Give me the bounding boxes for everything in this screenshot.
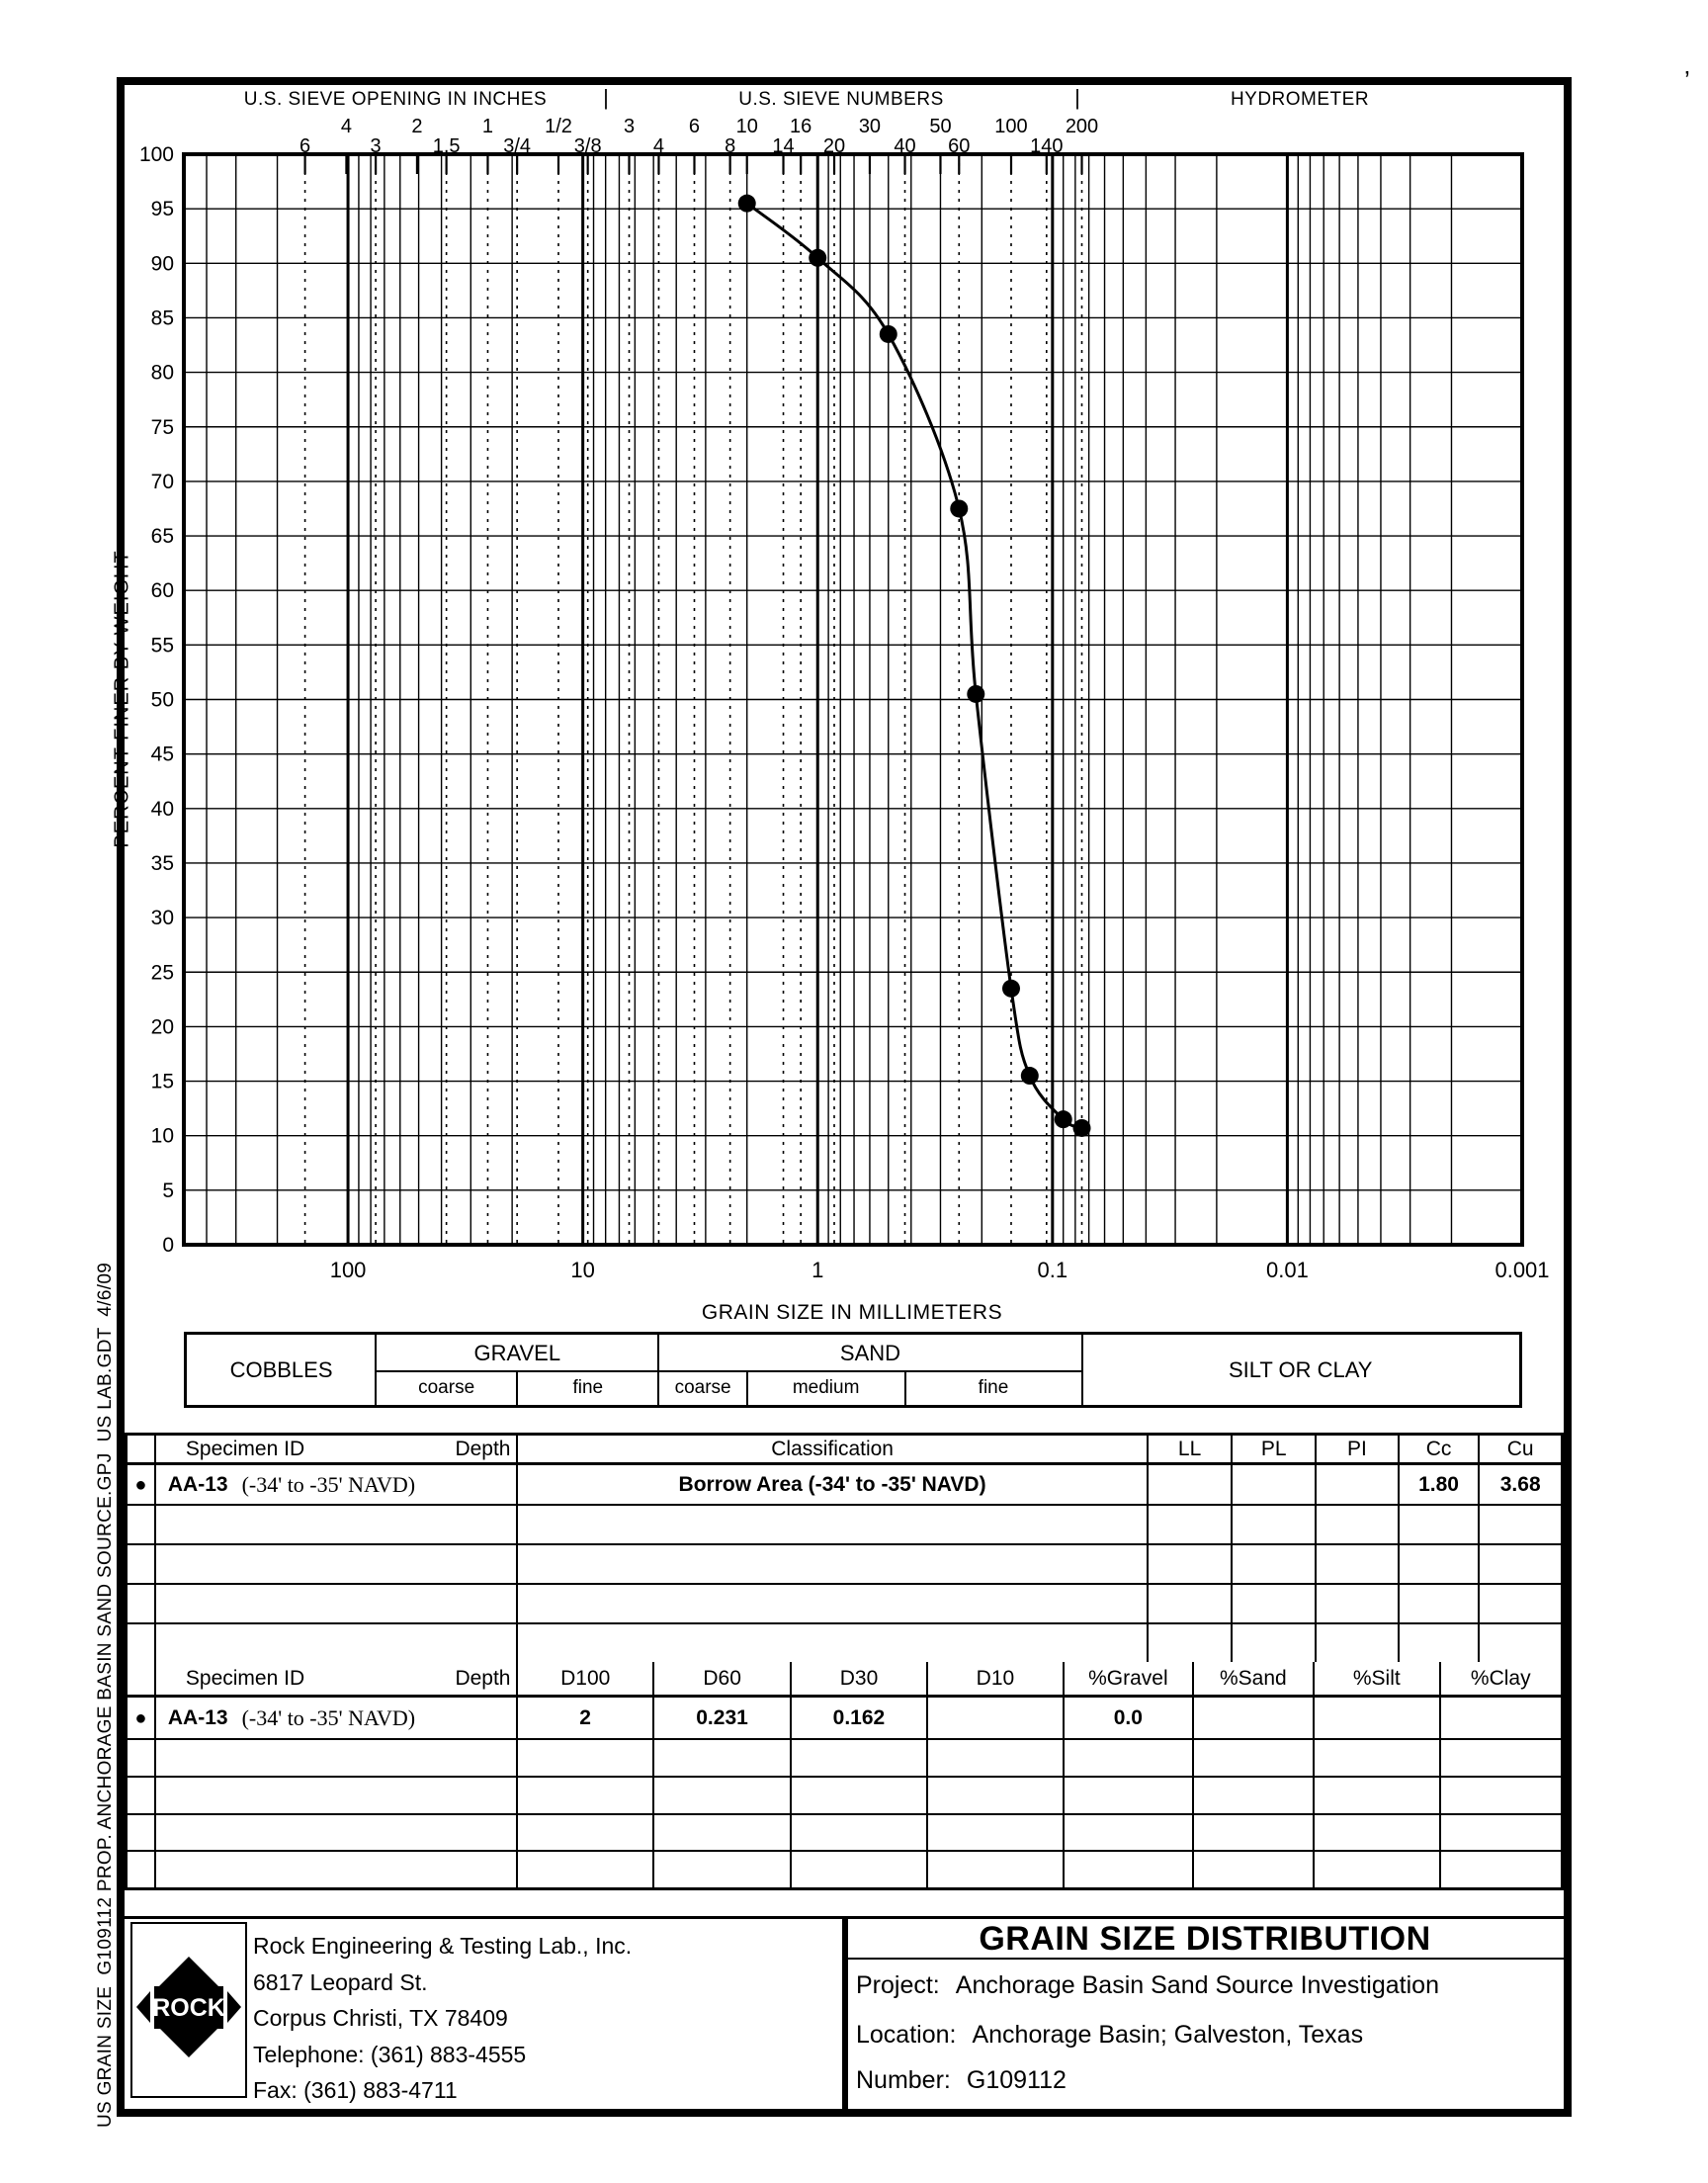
table-header-row (128, 1662, 1561, 1698)
empty-cell-pi (1317, 1506, 1400, 1543)
empty-specimen-cell (156, 1624, 518, 1665)
y-tick-label: 10 (150, 1124, 174, 1148)
footer-divider (842, 1916, 848, 2109)
empty-cell-d30 (792, 1778, 927, 1813)
data-point (1021, 1067, 1039, 1085)
sieve-label: 8 (725, 135, 736, 157)
header-bullet-cell (128, 1662, 156, 1695)
empty-specimen-cell (156, 1585, 518, 1622)
empty-cell-cc (1400, 1545, 1481, 1583)
y-tick-label: 35 (150, 851, 174, 875)
table-row (128, 1852, 1561, 1887)
company-info (253, 1928, 632, 2109)
sieve-label: 50 (929, 116, 952, 137)
empty-cell-d10 (928, 1815, 1065, 1850)
row-marker-cell (128, 1465, 156, 1504)
sieve-label: 3 (623, 116, 636, 137)
data-point (967, 685, 984, 703)
empty-cell-d60 (654, 1778, 792, 1813)
empty-cell-ll (1149, 1506, 1234, 1543)
empty-cell-pi (1317, 1585, 1400, 1622)
sieve-label: 60 (948, 135, 971, 157)
table-row (128, 1698, 1561, 1740)
sieve-label: 4 (340, 116, 352, 137)
x-tick-label: 1 (811, 1258, 824, 1282)
empty-bullet-cell (128, 1506, 156, 1543)
empty-specimen-cell (156, 1545, 518, 1583)
sieve-label: 2 (411, 116, 423, 137)
header-depth: Depth (455, 1666, 511, 1690)
header-clay: %Clay (1470, 1666, 1531, 1690)
empty-cell-silt (1315, 1778, 1440, 1813)
data-point (950, 499, 968, 517)
classification-table (125, 1433, 1564, 1668)
company-city: Corpus Christi, TX 78409 (253, 2005, 508, 2031)
row-marker-cell (128, 1698, 156, 1738)
logo-text: ROCK (152, 1994, 225, 2022)
sieve-label: 4 (652, 135, 665, 157)
company-telephone: Telephone: (361) 883-4555 (253, 2041, 527, 2067)
empty-cell-cu (1480, 1545, 1561, 1583)
classification-sub-fine: fine (978, 1377, 1009, 1398)
header-sand: %Sand (1194, 1662, 1315, 1695)
data-point (880, 325, 897, 343)
project-label: Project: (856, 1971, 940, 1999)
sieve-label: 30 (858, 116, 882, 137)
report-title: GRAIN SIZE DISTRIBUTION (979, 1920, 1431, 1958)
header-sieve-inches: U.S. SIEVE OPENING IN INCHES (243, 89, 548, 110)
title-rule (848, 1958, 1564, 1960)
empty-cell-cc (1400, 1585, 1481, 1622)
data-point (1073, 1119, 1091, 1137)
cell-sand (1194, 1698, 1315, 1738)
header-d60: D60 (654, 1662, 792, 1695)
header-classification: Classification (518, 1436, 1148, 1462)
empty-cell-gravel (1065, 1852, 1193, 1887)
empty-cell-gravel (1065, 1778, 1193, 1813)
sieve-label: 200 (1065, 116, 1099, 137)
number-value: G109112 (966, 2066, 1067, 2094)
empty-cell-d30 (792, 1740, 927, 1776)
table-header-row (128, 1436, 1561, 1465)
empty-bullet-cell (128, 1624, 156, 1665)
classification-sub-coarse: coarse (418, 1377, 475, 1398)
table-row (128, 1585, 1561, 1624)
empty-bullet-cell (128, 1545, 156, 1583)
classification-group-silt-or-clay: SILT OR CLAY (1228, 1356, 1373, 1382)
empty-cell-d30 (792, 1815, 927, 1850)
empty-cell-sand (1194, 1740, 1316, 1776)
table-row (128, 1778, 1561, 1815)
header-ll: LL (1149, 1436, 1234, 1462)
empty-cell-d10 (928, 1778, 1065, 1813)
location-label: Location: (856, 2021, 957, 2049)
empty-specimen-cell (156, 1778, 518, 1813)
cell-specimen-depth (156, 1465, 519, 1504)
empty-cell-sand (1194, 1852, 1316, 1887)
empty-cell-classification (518, 1624, 1148, 1665)
empty-bullet-cell (128, 1852, 156, 1887)
empty-cell-gravel (1065, 1740, 1193, 1776)
empty-cell-pi (1317, 1545, 1400, 1583)
empty-cell-cu (1480, 1506, 1561, 1543)
y-tick-label: 90 (150, 252, 174, 276)
empty-cell-silt (1315, 1852, 1440, 1887)
cell-specimen-depth (156, 1698, 519, 1738)
row-bullet-icon: ● (134, 1706, 147, 1729)
data-point (1055, 1110, 1072, 1128)
header-d10: D10 (928, 1662, 1065, 1695)
table-row (128, 1465, 1561, 1506)
cell-cc: 1.80 (1400, 1465, 1481, 1504)
curve-line (747, 204, 1082, 1128)
empty-cell-ll (1149, 1545, 1234, 1583)
y-tick-label: 65 (150, 525, 174, 549)
cell-pi (1317, 1465, 1400, 1504)
y-tick-label: 80 (150, 361, 174, 385)
header-specimen-depth (156, 1662, 519, 1695)
empty-cell-d60 (654, 1852, 792, 1887)
sieve-label: 14 (772, 135, 795, 157)
y-tick-label: 85 (150, 306, 174, 330)
number-label: Number: (856, 2066, 951, 2094)
empty-bullet-cell (128, 1815, 156, 1850)
gradation-table (125, 1662, 1564, 1890)
empty-cell-ll (1149, 1624, 1234, 1665)
sieve-label: 1/2 (545, 116, 572, 137)
empty-cell-classification (518, 1545, 1148, 1583)
classification-sub-medium: medium (792, 1377, 860, 1398)
y-tick-label: 0 (162, 1234, 174, 1257)
empty-cell-cc (1400, 1624, 1481, 1665)
location-value: Anchorage Basin; Galveston, Texas (972, 2021, 1364, 2049)
y-tick-label: 95 (150, 198, 174, 221)
cell-depth: (-34' to -35' NAVD) (241, 1471, 416, 1497)
header-bullet-cell (128, 1436, 156, 1462)
empty-cell-clay (1441, 1852, 1561, 1887)
empty-specimen-cell (156, 1815, 518, 1850)
x-axis-tick-labels (330, 1258, 1550, 1282)
empty-cell-cu (1480, 1585, 1561, 1622)
cell-cu: 3.68 (1499, 1472, 1541, 1496)
x-tick-label: 10 (570, 1258, 595, 1282)
table-row (128, 1545, 1561, 1585)
empty-specimen-cell (156, 1740, 518, 1776)
row-bullet-icon: ● (134, 1473, 147, 1496)
cell-d30: 0.162 (792, 1698, 927, 1738)
sieve-label: 1 (481, 116, 494, 137)
empty-cell-pi (1317, 1624, 1400, 1665)
empty-cell-classification (518, 1506, 1148, 1543)
y-axis-tick-labels (139, 143, 174, 1257)
sidebar-filename-text: US GRAIN SIZE G109112 PROP. ANCHORAGE BASIN SAND SOURCE.GPJ US LAB.GDT 4/6/09 (95, 1262, 116, 2128)
header-pl: PL (1233, 1436, 1317, 1462)
sieve-label: 1.5 (432, 135, 461, 157)
sieve-label: 3/4 (503, 135, 532, 157)
header-separator-1: | (603, 85, 609, 110)
project-value: Anchorage Basin Sand Source Investigation (955, 1971, 1439, 1999)
y-tick-label: 5 (162, 1179, 174, 1202)
empty-cell-clay (1441, 1740, 1561, 1776)
x-tick-label: 0.01 (1265, 1258, 1309, 1282)
table-row (128, 1815, 1561, 1852)
table-row (128, 1624, 1561, 1665)
y-tick-label: 40 (150, 797, 174, 821)
data-point (738, 195, 756, 213)
header-cc: Cc (1400, 1436, 1481, 1462)
cell-specimen-id: AA-13 (167, 1705, 228, 1729)
sieve-label: 3/8 (573, 135, 602, 157)
empty-cell-pl (1233, 1506, 1317, 1543)
sieve-label: 10 (735, 116, 758, 137)
empty-cell-d100 (518, 1815, 653, 1850)
empty-cell-d100 (518, 1852, 653, 1887)
empty-bullet-cell (128, 1740, 156, 1776)
x-axis-title: GRAIN SIZE IN MILLIMETERS (701, 1301, 1003, 1324)
header-separator-2: | (1074, 85, 1080, 110)
cell-clay (1441, 1698, 1561, 1738)
empty-cell-d10 (928, 1740, 1065, 1776)
sieve-label: 40 (894, 135, 916, 157)
empty-bullet-cell (128, 1778, 156, 1813)
empty-cell-sand (1194, 1815, 1316, 1850)
x-tick-label: 0.1 (1037, 1258, 1068, 1282)
company-street: 6817 Leopard St. (253, 1968, 428, 1995)
table-row (128, 1506, 1561, 1545)
data-point (1002, 980, 1020, 998)
rock-logo-graphic (132, 1924, 245, 2096)
empty-cell-classification (518, 1585, 1148, 1622)
header-d30: D30 (792, 1662, 927, 1695)
sieve-tick-labels (299, 116, 1098, 157)
sieve-label: 3 (370, 135, 382, 157)
empty-cell-pl (1233, 1624, 1317, 1665)
header-d100: D100 (518, 1662, 653, 1695)
y-tick-label: 50 (150, 688, 174, 712)
empty-cell-d10 (928, 1852, 1065, 1887)
classification-group-sand: SAND (839, 1340, 901, 1365)
classification-group-gravel: GRAVEL (473, 1340, 561, 1365)
sieve-label: 140 (1030, 135, 1064, 157)
gradation-curve (738, 195, 1091, 1137)
y-tick-label: 20 (150, 1015, 174, 1039)
project-field (856, 1971, 1439, 2000)
empty-cell-d100 (518, 1740, 653, 1776)
empty-cell-gravel (1065, 1815, 1193, 1850)
empty-cell-d60 (654, 1815, 792, 1850)
y-tick-label: 75 (150, 415, 174, 439)
empty-cell-cc (1400, 1506, 1481, 1543)
table-row (128, 1740, 1561, 1778)
empty-cell-cu (1480, 1624, 1561, 1665)
header-silt: %Silt (1315, 1662, 1440, 1695)
empty-cell-pl (1233, 1585, 1317, 1622)
cell-silt (1315, 1698, 1440, 1738)
header-hydrometer: HYDROMETER (1230, 89, 1370, 110)
cell-classification: Borrow Area (-34' to -35' NAVD) (518, 1465, 1148, 1504)
header-sieve-numbers: U.S. SIEVE NUMBERS (738, 89, 944, 110)
header-specimen-id: Specimen ID (185, 1666, 305, 1690)
sieve-tick-marks (305, 154, 1082, 174)
company-fax: Fax: (361) 883-4711 (253, 2077, 458, 2103)
cell-specimen-id: AA-13 (167, 1472, 228, 1496)
number-field (856, 2066, 1067, 2095)
y-tick-label: 60 (150, 579, 174, 603)
sieve-label: 100 (994, 116, 1028, 137)
y-axis-title: PERCENT FINER BY WEIGHT (111, 550, 133, 848)
empty-cell-sand (1194, 1778, 1316, 1813)
sieve-label: 6 (688, 116, 701, 137)
empty-bullet-cell (128, 1585, 156, 1622)
y-tick-label: 30 (150, 907, 174, 930)
empty-cell-ll (1149, 1585, 1234, 1622)
empty-cell-clay (1441, 1778, 1561, 1813)
company-logo (130, 1922, 247, 2098)
y-tick-label: 25 (150, 961, 174, 985)
y-tick-label: 100 (138, 143, 174, 166)
empty-cell-silt (1315, 1815, 1440, 1850)
location-field (856, 2021, 1363, 2050)
data-point (809, 249, 826, 267)
y-tick-label: 45 (150, 742, 174, 766)
empty-cell-d100 (518, 1778, 653, 1813)
sieve-label: 6 (299, 135, 311, 157)
header-depth: Depth (455, 1437, 511, 1460)
empty-cell-silt (1315, 1740, 1440, 1776)
sieve-label: 20 (822, 135, 846, 157)
scan-stray-mark: ’ (1684, 65, 1690, 95)
classification-sub-coarse: coarse (674, 1377, 731, 1398)
cell-d10 (928, 1698, 1065, 1738)
company-name: Rock Engineering & Testing Lab., Inc. (253, 1933, 633, 1959)
classification-bar (184, 1332, 1522, 1408)
classification-group-cobbles: COBBLES (229, 1356, 333, 1382)
empty-cell-d30 (792, 1852, 927, 1887)
classification-sub-fine: fine (572, 1377, 604, 1398)
x-tick-label: 100 (329, 1258, 367, 1282)
cell-ll (1149, 1465, 1234, 1504)
header-specimen-depth (156, 1436, 519, 1462)
empty-cell-pl (1233, 1545, 1317, 1583)
sieve-label: 16 (790, 116, 812, 137)
empty-specimen-cell (156, 1506, 518, 1543)
cell-gravel: 0.0 (1065, 1698, 1193, 1738)
header-cu: Cu (1506, 1437, 1534, 1460)
cell-pl (1233, 1465, 1317, 1504)
cell-d100: 2 (518, 1698, 653, 1738)
header-specimen-id: Specimen ID (185, 1437, 305, 1460)
empty-specimen-cell (156, 1852, 518, 1887)
empty-cell-d60 (654, 1740, 792, 1776)
y-tick-label: 70 (150, 470, 174, 493)
header-pi: PI (1317, 1436, 1400, 1462)
y-tick-label: 55 (150, 634, 174, 657)
header-gravel: %Gravel (1065, 1662, 1193, 1695)
cell-d60: 0.231 (654, 1698, 792, 1738)
cell-depth: (-34' to -35' NAVD) (241, 1704, 416, 1730)
empty-cell-clay (1441, 1815, 1561, 1850)
x-tick-label: 0.001 (1494, 1258, 1550, 1282)
y-tick-label: 15 (150, 1070, 174, 1093)
